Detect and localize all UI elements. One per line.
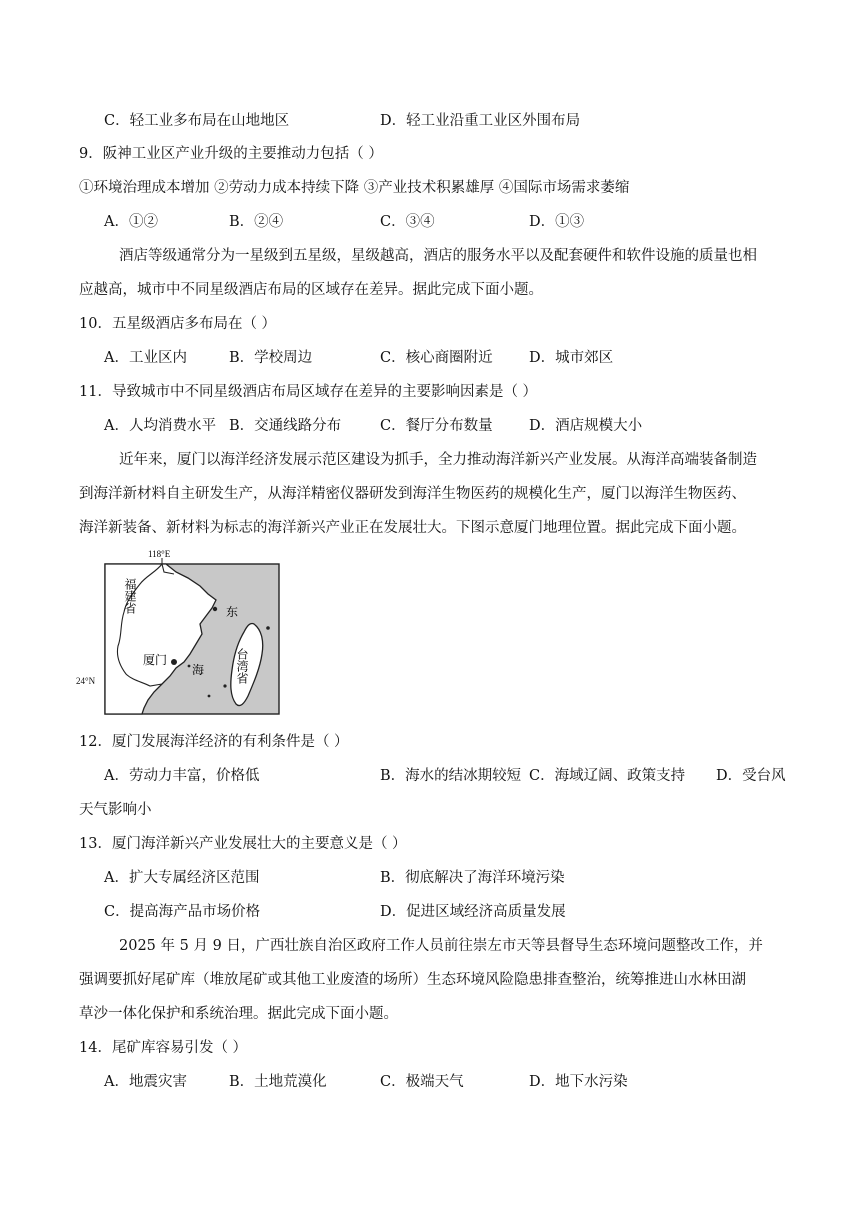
q8-option-c: C．轻工业多布局在山地地区	[104, 113, 290, 129]
latitude-label: 24°N	[76, 676, 96, 686]
island-dot	[223, 684, 226, 687]
taiwan-label: 台湾省	[235, 648, 249, 684]
q11-option-a: A．人均消费水平	[104, 418, 216, 434]
q12-option-c: C．海域辽阔、政策支持	[529, 768, 686, 784]
q11-option-d: D．酒店规模大小	[529, 418, 643, 434]
passage2-line2: 到海洋新材料自主研发生产，从海洋精密仪器研发到海洋生物医药的规模化生产，厦门以海洋生物医药、	[79, 486, 746, 502]
passage3-line1: 2025 年 5 月 9 日，广西壮族自治区政府工作人员前往崇左市天等县督导生态环境问题整改工作，并	[119, 938, 763, 954]
q13-option-c: C．提高海产品市场价格	[104, 904, 261, 920]
passage1-line2: 应越高，城市中不同星级酒店布局的区域存在差异。据此完成下面小题。	[79, 282, 543, 298]
q13-option-d: D．促进区域经济高质量发展	[380, 904, 566, 920]
fujian-label: 福建省	[123, 578, 137, 614]
q14-option-c: C．极端天气	[380, 1074, 464, 1090]
q12-option-d-continued: 天气影响小	[79, 802, 152, 818]
passage3-line3: 草沙一体化保护和系统治理。据此完成下面小题。	[79, 1006, 398, 1022]
q14-option-b: B．土地荒漠化	[229, 1074, 327, 1090]
q11-option-b: B．交通线路分布	[229, 418, 342, 434]
q12-option-d: D．受台风	[716, 768, 786, 784]
q13-option-b: B．彻底解决了海洋环境污染	[380, 870, 565, 886]
q9-option-c: C．③④	[380, 214, 435, 230]
xiamen-marker	[171, 659, 177, 665]
q14-option-d: D．地下水污染	[529, 1074, 628, 1090]
q9-option-d: D．①③	[529, 214, 585, 230]
q9-stem: 9．阪神工业区产业升级的主要推动力包括（ ）	[79, 146, 383, 162]
q13-stem: 13．厦门海洋新兴产业发展壮大的主要意义是（ ）	[79, 836, 407, 852]
xiamen-label: 厦门	[143, 653, 168, 667]
q12-option-b: B．海水的结冰期较短	[380, 768, 522, 784]
q10-option-a: A．工业区内	[104, 350, 187, 366]
q12-stem: 12．厦门发展海洋经济的有利条件是（ ）	[79, 734, 349, 750]
island-dot	[266, 626, 270, 630]
q13-option-a: A．扩大专属经济区范围	[104, 870, 260, 886]
q12-option-a: A．劳动力丰富，价格低	[104, 768, 260, 784]
passage3-line2: 强调要抓好尾矿库（堆放尾矿或其他工业废渣的场所）生态环境风险隐患排查整治，统筹推进山水林田湖	[79, 972, 746, 988]
island-dot	[188, 665, 191, 668]
q10-option-d: D．城市郊区	[529, 350, 614, 366]
q10-option-b: B．学校周边	[229, 350, 313, 366]
q9-option-a: A．①②	[104, 214, 158, 230]
xiamen-location-map	[104, 550, 284, 718]
island-dot	[213, 607, 217, 611]
q11-option-c: C．餐厅分布数量	[380, 418, 493, 434]
q11-stem: 11．导致城市中不同星级酒店布局区域存在差异的主要影响因素是（ ）	[79, 384, 538, 400]
island-dot	[208, 695, 211, 698]
east-label: 东	[226, 605, 239, 619]
q9-items: ①环境治理成本增加 ②劳动力成本持续下降 ③产业技术积累雄厚 ④国际市场需求萎缩	[79, 180, 630, 196]
longitude-label: 118°E	[148, 550, 171, 559]
q10-option-c: C．核心商圈附近	[380, 350, 493, 366]
q14-stem: 14．尾矿库容易引发（ ）	[79, 1040, 248, 1056]
q9-option-b: B．②④	[229, 214, 284, 230]
sea-label: 海	[192, 663, 205, 677]
passage2-line1: 近年来，厦门以海洋经济发展示范区建设为抓手，全力推动海洋新兴产业发展。从海洋高端装备制造	[119, 452, 757, 468]
q10-stem: 10．五星级酒店多布局在（ ）	[79, 316, 277, 332]
passage1-line1: 酒店等级通常分为一星级到五星级，星级越高，酒店的服务水平以及配套硬件和软件设施的质量也相	[119, 248, 757, 264]
passage2-line3: 海洋新装备、新材料为标志的海洋新兴产业正在发展壮大。下图示意厦门地理位置。据此完成下面小题。	[79, 520, 746, 536]
q8-option-d: D．轻工业沿重工业区外围布局	[380, 113, 581, 129]
q14-option-a: A．地震灾害	[104, 1074, 187, 1090]
